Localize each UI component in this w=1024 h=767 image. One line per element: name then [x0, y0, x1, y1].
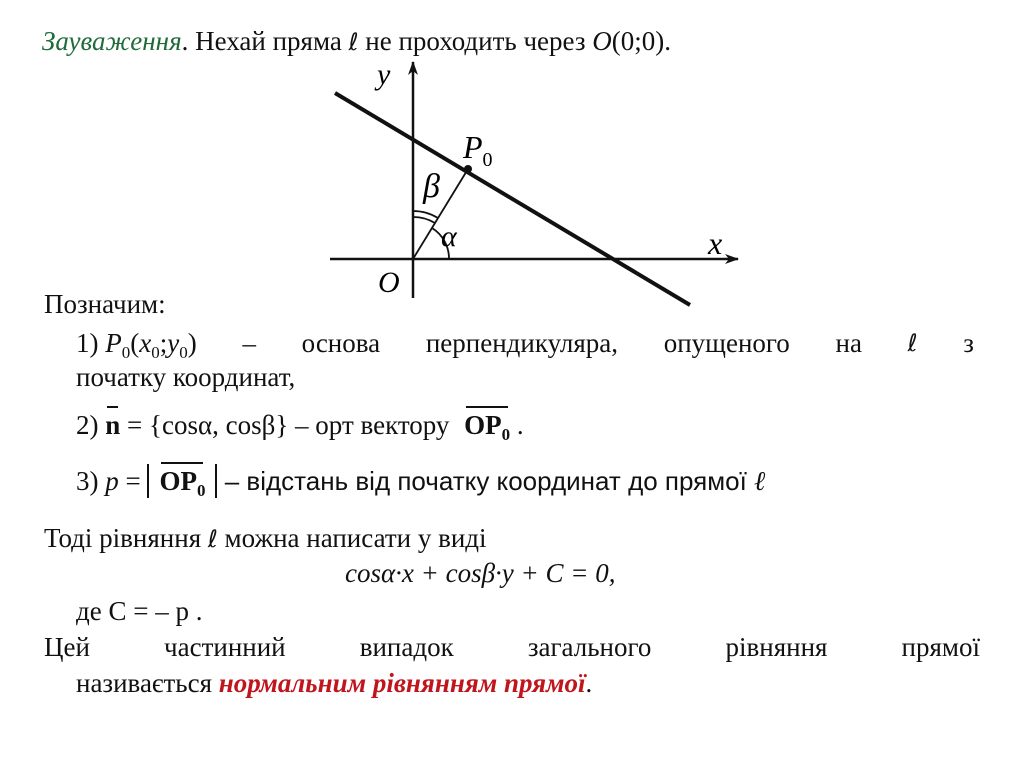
- item-1-word: основа: [301, 328, 381, 358]
- abs-op0: [147, 464, 217, 498]
- abs-op-letters: OP: [159, 466, 197, 496]
- origin-label: O: [378, 266, 400, 299]
- x0-symbol: x: [139, 328, 152, 358]
- line-symbol-4: ℓ: [207, 525, 218, 553]
- normal-equation: cosα·x + cosβ·y + C = 0,: [345, 558, 616, 588]
- where-line: де C = – p .: [76, 596, 203, 626]
- item-1-word: перпендикуляра,: [425, 328, 619, 358]
- conclusion-word: прямої: [901, 632, 980, 662]
- conclusion-word: частинний: [164, 632, 286, 662]
- item-2-text: – орт вектору: [295, 410, 457, 440]
- item-2: [76, 410, 524, 444]
- notation-heading: Позначим:: [44, 289, 166, 319]
- conclusion-word: Цей: [44, 632, 90, 662]
- item-1-word: ℓ: [907, 329, 918, 357]
- item-3-num: 3): [76, 466, 106, 496]
- line-symbol-3: ℓ: [754, 466, 766, 496]
- remark-title: Зауваження: [42, 26, 182, 56]
- y0-symbol: y: [167, 328, 180, 358]
- p0-label: [462, 129, 493, 171]
- p0-sub: 0: [482, 149, 493, 171]
- conclusion-text: називається: [76, 668, 219, 698]
- y0-sub: 0: [179, 343, 188, 362]
- line-symbol: ℓ: [348, 28, 359, 56]
- p0-letter: P: [463, 129, 483, 165]
- x0-sub: 0: [151, 343, 160, 362]
- item-1-num: 1): [76, 328, 106, 358]
- origin-coords: (0;0).: [611, 26, 671, 56]
- vector-op0-abs: [159, 466, 206, 500]
- semicolon: ;: [159, 328, 168, 358]
- vector-op-sub: 0: [501, 425, 511, 444]
- then-text-a: Тоді рівняння: [44, 523, 208, 553]
- origin-letter: O: [592, 26, 612, 56]
- alpha-label: α: [441, 220, 457, 253]
- vector-op-letters: OP: [464, 410, 502, 440]
- item-1-formula: [76, 328, 197, 362]
- item-1-word: –: [242, 328, 256, 358]
- y-axis-label: y: [377, 58, 391, 91]
- conclusion-word: рівняння: [725, 632, 828, 662]
- conclusion-word: загального: [527, 632, 652, 662]
- item-1-line-2: початку координат,: [76, 362, 296, 392]
- then-text-b: можна написати у виді: [217, 523, 487, 553]
- item-1-word: на: [835, 328, 862, 358]
- paren-open: (: [130, 328, 140, 358]
- vector-op0: [464, 410, 511, 444]
- item-2-num: 2): [76, 410, 106, 440]
- item-3: [76, 466, 766, 500]
- unit-vector-n: n: [105, 410, 121, 440]
- paren-close: ): [187, 328, 197, 358]
- normal-equation-term: нормальним рівнянням прямої: [218, 668, 586, 698]
- conclusion-end: .: [585, 668, 593, 698]
- item-1-word: з: [963, 328, 974, 358]
- beta-label: β: [423, 168, 440, 205]
- item-2-equation: = {cosα, cosβ}: [120, 410, 296, 440]
- remark-text-a: . Нехай пряма: [181, 26, 349, 56]
- item-3-text: – відстань від початку координат до прямої: [217, 466, 755, 496]
- conclusion-line-2: [76, 668, 592, 698]
- p0-sub-text: 0: [121, 343, 131, 362]
- remark-text-b: не проходить через: [358, 26, 593, 56]
- item-1-line-1: [76, 328, 974, 362]
- abs-op-sub: 0: [196, 481, 206, 500]
- then-line: [44, 523, 487, 554]
- item-1-word: опущеного: [663, 328, 790, 358]
- conclusion-line-1: [44, 632, 980, 662]
- p0-symbol: P: [105, 328, 122, 358]
- point-p0: [464, 165, 472, 173]
- x-axis-label: x: [708, 225, 723, 261]
- item-3-equals: =: [118, 466, 148, 496]
- item-2-end: .: [510, 410, 524, 440]
- distance-p: p: [105, 466, 119, 496]
- conclusion-word: випадок: [359, 632, 454, 662]
- beta-arc-inner: [413, 217, 435, 223]
